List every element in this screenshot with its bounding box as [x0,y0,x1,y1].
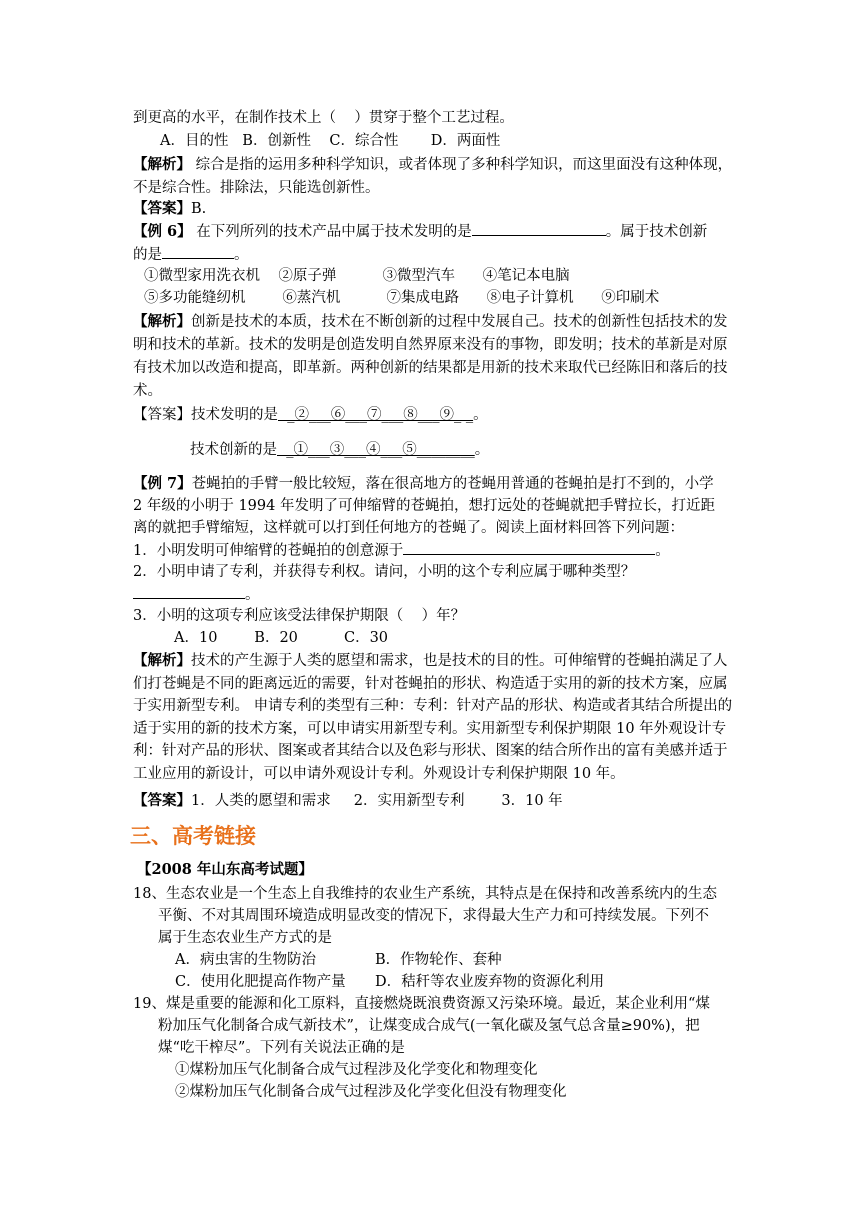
analysis-tag: 【解析】 [133,156,191,173]
answer-tag: 【答案】 [133,407,191,423]
ex6-q2: 。属于技术创新 [605,224,708,240]
q18-line1: 18、生态农业是一个生态上自我维持的农业生产系统，其特点是在保持和改善系统内的生态 [133,886,717,902]
ex7-para-line1 [133,474,714,494]
answer-values: _②___⑥___⑦___⑧___⑨_ _ [278,407,474,423]
blank-line [472,221,606,236]
answer-text: 1．人类的愿望和需求 2．实用新型专利 3．10 年 [191,793,563,809]
ex6-question-line1 [133,221,707,242]
ex6-answer-line1 [133,405,488,425]
ex7-q2: 2．小明申请了专利，并获得专利权。请问，小明的这个专利应属于哪种类型？ [133,564,636,580]
ex6-analysis [133,310,733,403]
q18-option-a: A．病虫害的生物防治 [175,952,316,968]
blank-line [403,540,655,555]
ex5-analysis [133,153,733,200]
ex6-q3: 的是 [133,247,162,263]
exam-title: 【2008 年山东高考试题】 [137,861,313,878]
ex7-q2-end: 。 [245,587,260,603]
example-tag: 【例 6】 [133,223,192,240]
ex7-para-line2: 2 年级的小明于 1994 年发明了可伸缩臂的苍蝇拍，想打远处的苍蝇就把手臂拉长，打近距 [133,498,715,514]
answer-end: 。 [473,407,488,423]
ex6-items-row1: ①微型家用洗衣机 ②原子弹 ③微型汽车 ④笔记本电脑 [144,268,570,284]
answer-prefix: 技术发明的是 [191,407,278,423]
ex6-q4: 。 [234,247,249,263]
analysis-tag: 【解析】 [133,313,191,330]
analysis-text: 综合是指的运用多种科学知识，或者体现了多种科学知识，而这里面没有这种体现，不是综合性。排除法，只能选创新性。 [133,157,733,196]
answer-end: 。 [474,442,490,458]
example-tag: 【例 7】 [133,475,192,492]
q18-line2: 平衡、不对其周围环境造成明显改变的情况下，求得最大生产力和可持续发展。下列不 [158,908,709,924]
ex7-q3: 3．小明的这项专利应该受法律保护期限（ ）年？ [133,608,466,624]
ex7-answer [133,791,563,811]
ex7-p1: 苍蝇拍的手臂一般比较短，落在很高地方的苍蝇用普通的苍蝇拍是打不到的，小学 [191,476,714,492]
ex5-options: A．目的性 B．创新性 C．综合性 D．两面性 [160,133,501,149]
ex6-q1: 在下列所列的技术产品中属于技术发明的是 [196,224,472,240]
q18-option-b: B．作物轮作、套种 [375,952,502,968]
ex7-q3-options: A．10 B．20 C．30 [174,630,389,646]
ex7-q1-text: 1．小明发明可伸缩臂的苍蝇拍的创意源于 [133,543,404,559]
answer-prefix: 技术创新的是 [190,442,277,458]
ex7-q1-end: 。 [655,543,670,559]
blank-line [162,244,234,259]
ex6-question-line2 [133,244,249,265]
answer-text: B. [191,201,207,217]
q18-line3: 属于生态农业生产方式的是 [158,930,332,946]
ex5-answer [133,199,206,219]
ex7-q2-blank [133,584,260,605]
answer-tag: 【答案】 [133,200,191,217]
q19-line1: 19、煤是重要的能源和化工原料，直接燃烧既浪费资源又污染环境。最近，某企业利用“煤 [133,996,710,1012]
ex7-analysis [133,650,733,785]
q19-statement1: ①煤粉加压气化制备合成气过程涉及化学变化和物理变化 [175,1062,538,1078]
ex7-para-line3: 离的就把手臂缩短，这样就可以打到任何地方的苍蝇了。阅读上面材料回答下列问题： [133,520,684,536]
answer-values: _①___③___④___⑤________ [277,442,475,458]
q19-line2: 粉加压气化制备合成气新技术”，让煤变成合成气(一氧化碳及氢气总含量≥90%)，把 [158,1018,700,1034]
ex6-answer-line2 [190,440,489,460]
q19-statement2: ②煤粉加压气化制备合成气过程涉及化学变化但没有物理变化 [175,1084,567,1100]
analysis-tag: 【解析】 [133,652,191,669]
answer-tag: 【答案】 [133,792,191,809]
ex5-question-line: 到更高的水平，在制作技术上（ ）贯穿于整个工艺过程。 [133,110,514,126]
blank-line [133,584,245,599]
section-heading: 三、高考链接 [130,824,256,848]
ex7-q1 [133,540,670,561]
ex6-items-row2: ⑤多功能缝纫机 ⑥蒸汽机 ⑦集成电路 ⑧电子计算机 ⑨印刷术 [144,290,660,306]
q18-option-d: D．秸秆等农业废弃物的资源化利用 [375,974,605,990]
analysis-text: 创新是技术的本质，技术在不断创新的过程中发展自己。技术的创新性包括技术的发明和技术的革新。技术的发明是创造发明自然界原来没有的事物，即发明；技术的革新是对原有技术加以改造和提高，即革新。两种创新的结果都是用新的技术来取代已经陈旧和落后的技术。 [133,314,728,399]
q19-line3: 煤“吃干榨尽”。下列有关说法正确的是 [158,1040,405,1056]
analysis-text: 技术的产生源于人类的愿望和需求，也是技术的目的性。可伸缩臂的苍蝇拍满足了人们打苍蝇是不同的距离远近的需要，针对苍蝇拍的形状、构造适于实用的新的技术方案，应属于实用新型专利。 申请专利的类型有三种：专利：针对产品的形状、构造或者其结合所提出的适于实用的新的技术方案，可以申请实用新型专利。实用新型专利保护期限 10 年外观设计专利：针对产品的形状、图案或者其结合以及色彩与形状、图案的结合所作出的富有美感并适于工业应用的新设计，可以申请外观设计专利。外观设计专利保护期限 10 年。 [133,653,733,782]
q18-option-c: C．使用化肥提高作物产量 [175,974,346,990]
